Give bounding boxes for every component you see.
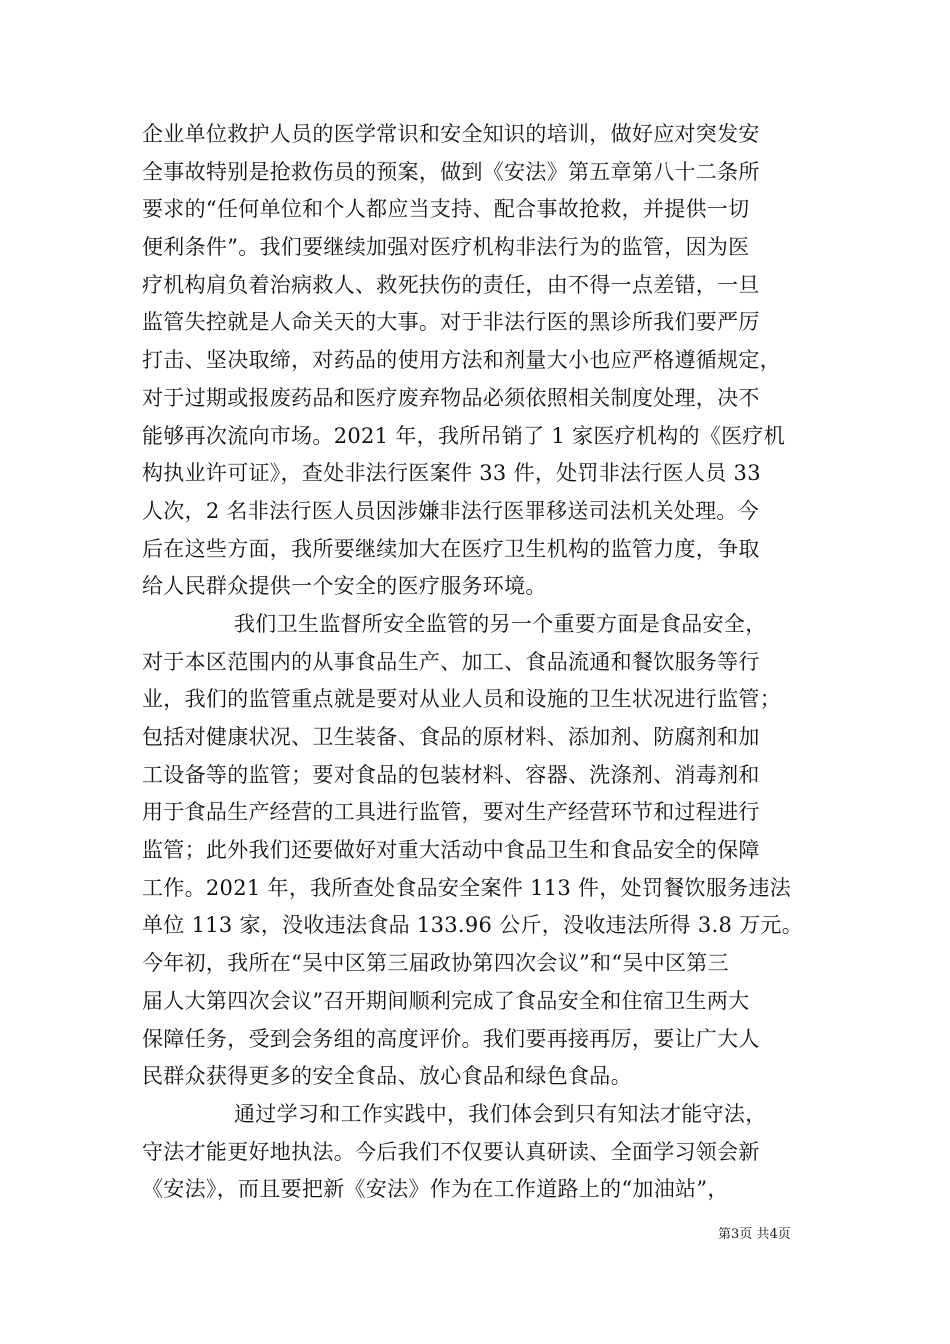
text-line: 业，我们的监管重点就是要对从业人员和设施的卫生状况进行监管； [142,687,781,712]
text-line: 保障任务，受到会务组的高度评价。我们要再接再厉，要让广大人 [142,1026,760,1051]
text-line: 疗机构肩负着治病救人、救死扶伤的责任，由不得一点差错，一旦 [142,272,760,297]
text-line: 便利条件”。我们要继续加强对医疗机构非法行为的监管，因为医 [142,235,750,260]
text-line: 对于本区范围内的从事食品生产、加工、食品流通和餐饮服务等行 [142,649,760,674]
text-line: 给人民群众提供一个安全的医疗服务环境。 [142,574,547,599]
paragraph-first-line: 通过学习和工作实践中，我们体会到只有知法才能守法， [234,1101,767,1126]
footer-prefix: 第 [718,1227,732,1242]
text-line: 要求的“任何单位和个人都应当支持、配合事故抢救，并提供一切 [142,197,750,222]
text-line: 构执业许可证》，查处非法行医案件 33 件，处罚非法行医人员 33 [142,461,761,486]
text-line: 守法才能更好地执法。今后我们不仅要认真研读、全面学习领会新 [142,1139,760,1164]
page-footer [718,1226,791,1244]
body-text [142,116,822,1209]
text-line: 用于食品生产经营的工具进行监管，要对生产经营环节和过程进行 [142,800,760,825]
text-line: 后在这些方面，我所要继续加大在医疗卫生机构的监管力度，争取 [142,536,760,561]
footer-suffix: 页 [777,1227,791,1242]
text-line: 全事故特别是抢救伤员的预案，做到《安法》第五章第八十二条所 [142,159,760,184]
text-line: 届人大第四次会议”召开期间顺利完成了食品安全和住宿卫生两大 [142,988,750,1013]
footer-middle: 页 共 [739,1227,770,1242]
text-line: 《安法》，而且要把新《安法》作为在工作道路上的“加油站”， [142,1177,729,1202]
current-page-number: 3 [731,1227,740,1242]
text-line: 监管；此外我们还要做好对重大活动中食品卫生和食品安全的保障 [142,838,760,863]
text-line: 包括对健康状况、卫生装备、食品的原材料、添加剂、防腐剂和加 [142,725,760,749]
text-line: 民群众获得更多的安全食品、放心食品和绿色食品。 [142,1064,632,1089]
text-line: 今年初，我所在“吴中区第三届政协第四次会议”和“吴中区第三 [142,951,729,976]
text-line: 工作。2021 年，我所查处食品安全案件 113 件，处罚餐饮服务违法 [142,875,792,900]
text-line: 对于过期或报废药品和医疗废弃物品必须依照相关制度处理，决不 [142,385,760,410]
text-line: 能够再次流向市场。2021 年，我所吊销了 1 家医疗机构的《医疗机 [142,423,786,448]
text-line: 人次，2 名非法行医人员因涉嫌非法行医罪移送司法机关处理。今 [142,498,760,523]
text-line: 工设备等的监管；要对食品的包装材料、容器、洗涤剂、消毒剂和 [142,762,760,787]
total-page-count: 4 [769,1227,778,1242]
text-line: 企业单位救护人员的医学常识和安全知识的培训，做好应对突发安 [142,122,760,146]
text-line: 监管失控就是人命关天的大事。对于非法行医的黑诊所我们要严厉 [142,310,760,335]
text-line: 单位 113 家，没收违法食品 133.96 公斤，没收违法所得 3.8 万元。 [142,913,804,938]
paragraph-first-line: 我们卫生监督所安全监管的另一个重要方面是食品安全， [234,611,767,636]
text-line: 打击、坚决取缔，对药品的使用方法和剂量大小也应严格遵循规定， [142,348,781,373]
